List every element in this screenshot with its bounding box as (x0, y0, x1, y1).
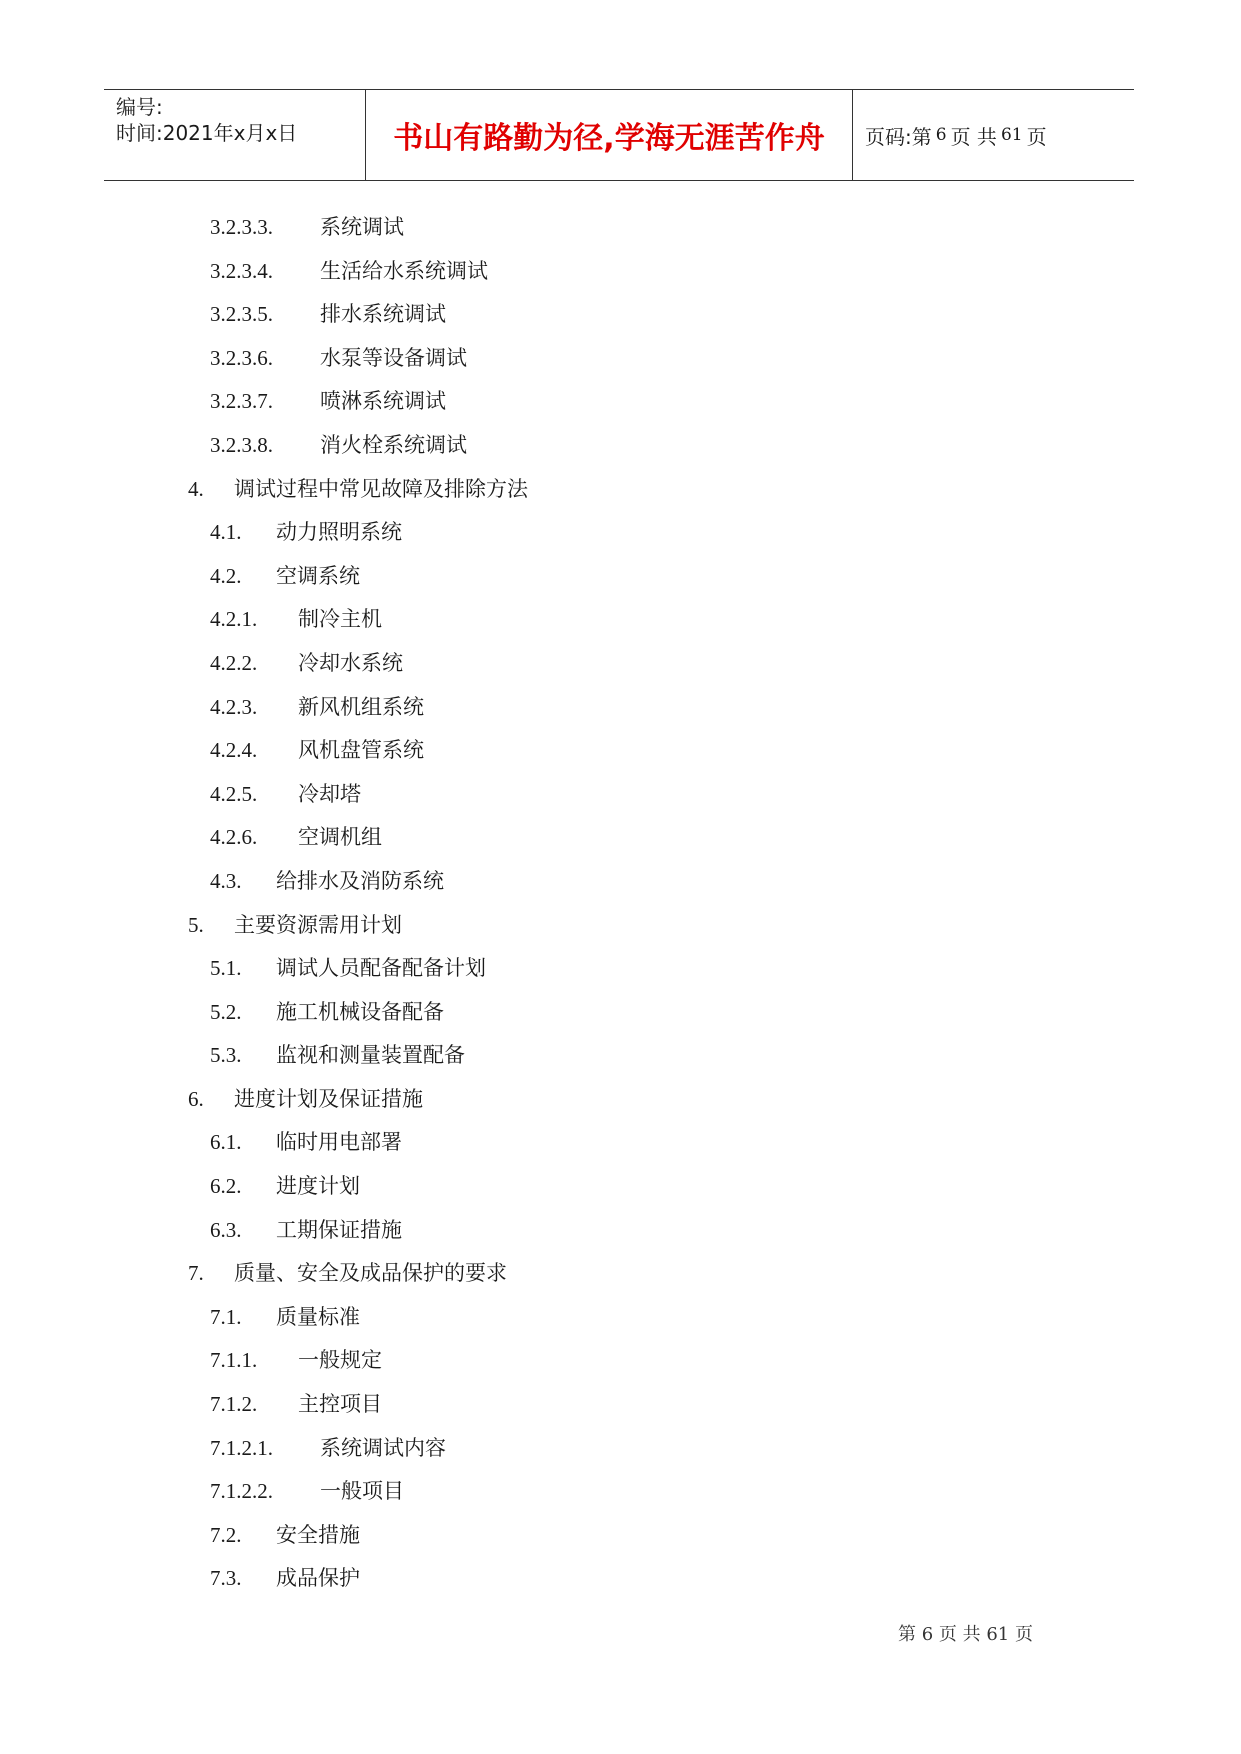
toc-entry-title: 成品保护 (276, 1566, 360, 1591)
toc-entry-title: 消火栓系统调试 (320, 432, 467, 457)
toc-entry-number: 7.1.2. (210, 1392, 258, 1417)
toc-entry-number: 3.2.3.5. (210, 302, 273, 327)
toc-entry (0, 337, 1241, 381)
toc-entry (0, 729, 1241, 773)
toc-entry-number: 7.3. (210, 1566, 242, 1591)
toc-entry (0, 642, 1241, 686)
toc-entry (0, 773, 1241, 817)
toc-entry-title: 系统调试 (320, 215, 404, 239)
page-suffix: 页 (1026, 124, 1047, 149)
toc-entry-number: 4. (188, 476, 204, 501)
toc-entry (0, 250, 1241, 294)
header-motto: 书山有路勤为径,学海无涯苦作舟 (366, 90, 853, 180)
toc-entry-number: 4.2.5. (210, 781, 258, 806)
toc-entry-title: 空调系统 (276, 563, 360, 588)
toc-entry (0, 947, 1241, 991)
toc-entry-title: 新风机组系统 (298, 694, 424, 719)
toc-entry-title: 一般项目 (320, 1479, 404, 1504)
toc-entry (0, 1209, 1241, 1253)
toc-entry (0, 991, 1241, 1035)
toc-entry-title: 安全措施 (276, 1522, 360, 1547)
toc-entry (0, 1427, 1241, 1471)
toc-entry-number: 3.2.3.6. (210, 345, 273, 370)
toc-entry-title: 进度计划及保证措施 (234, 1086, 423, 1111)
toc-entry (0, 1514, 1241, 1558)
page-footer: 第 6 页 共 61 页 (898, 1624, 1033, 1645)
toc-entry (0, 1470, 1241, 1514)
toc-entry-title: 主控项目 (298, 1392, 382, 1417)
toc-entry-title: 排水系统调试 (320, 302, 446, 327)
toc-entry (0, 293, 1241, 337)
toc-entry (0, 206, 1241, 250)
toc-entry-title: 工期保证措施 (276, 1217, 402, 1242)
header-meta (104, 90, 366, 180)
page-prefix: 页码:第 (865, 124, 932, 149)
toc-entry (0, 380, 1241, 424)
toc-entry (0, 1252, 1241, 1296)
document-time-label: 时间:2021年x月x日 (116, 121, 298, 145)
toc-entry (0, 1383, 1241, 1427)
toc-entry-number: 4.2.1. (210, 607, 258, 632)
toc-entry (0, 1121, 1241, 1165)
toc-entry-number: 5.2. (210, 999, 242, 1024)
toc-entry-number: 4.2.6. (210, 825, 258, 850)
toc-entry (0, 686, 1241, 730)
toc-entry-title: 主要资源需用计划 (234, 912, 402, 937)
toc-entry (0, 816, 1241, 860)
toc-entry (0, 1557, 1241, 1601)
toc-entry-title: 生活给水系统调试 (320, 258, 488, 283)
toc-entry-number: 7.1.2.1. (210, 1435, 273, 1460)
toc-entry-title: 给排水及消防系统 (276, 868, 444, 893)
toc-entry (0, 860, 1241, 904)
toc-entry (0, 1034, 1241, 1078)
page-mid: 页 共 (950, 124, 997, 149)
toc-entry-number: 3.2.3.7. (210, 389, 273, 414)
toc-entry-number: 7.1.1. (210, 1348, 258, 1373)
toc-entry-number: 5.1. (210, 956, 242, 981)
toc-entry-title: 质量标准 (276, 1304, 360, 1329)
toc-entry-number: 6.1. (210, 1130, 242, 1155)
toc-entry-title: 喷淋系统调试 (320, 389, 446, 414)
table-of-contents (0, 206, 1241, 1601)
toc-entry-title: 监视和测量装置配备 (276, 1043, 465, 1068)
toc-entry (0, 598, 1241, 642)
document-number-label: 编号: (116, 95, 163, 119)
toc-entry-number: 6.2. (210, 1174, 242, 1199)
toc-entry-title: 施工机械设备配备 (276, 999, 444, 1024)
toc-entry-number: 3.2.3.8. (210, 432, 273, 457)
toc-entry-number: 6.3. (210, 1217, 242, 1242)
toc-entry (0, 1165, 1241, 1209)
toc-entry (0, 1339, 1241, 1383)
toc-entry-number: 6. (188, 1086, 204, 1111)
toc-entry-number: 3.2.3.3. (210, 215, 273, 239)
toc-entry (0, 904, 1241, 948)
toc-entry-title: 调试过程中常见故障及排除方法 (234, 476, 528, 501)
toc-entry (0, 424, 1241, 468)
toc-entry-number: 5.3. (210, 1043, 242, 1068)
toc-entry-number: 3.2.3.4. (210, 258, 273, 283)
toc-entry-title: 质量、安全及成品保护的要求 (234, 1261, 507, 1286)
page-total: 61 (1000, 125, 1023, 145)
toc-entry-title: 风机盘管系统 (298, 738, 424, 763)
toc-entry-number: 4.2.2. (210, 650, 258, 675)
toc-entry-title: 临时用电部署 (276, 1130, 402, 1155)
toc-entry-number: 4.2. (210, 563, 242, 588)
toc-entry-title: 一般规定 (298, 1348, 382, 1373)
toc-entry-title: 动力照明系统 (276, 520, 402, 545)
toc-entry-title: 制冷主机 (298, 607, 382, 632)
toc-entry-number: 4.3. (210, 868, 242, 893)
toc-entry-title: 调试人员配备配备计划 (276, 956, 486, 981)
toc-entry-number: 4.2.3. (210, 694, 258, 719)
page-number: 6 (935, 125, 947, 145)
toc-entry-title: 空调机组 (298, 825, 382, 850)
toc-entry-number: 7. (188, 1261, 204, 1286)
toc-entry (0, 511, 1241, 555)
toc-entry (0, 468, 1241, 512)
toc-entry-title: 进度计划 (276, 1174, 360, 1199)
toc-entry-number: 7.1. (210, 1304, 242, 1329)
toc-entry-title: 冷却水系统 (298, 650, 403, 675)
page-header (104, 89, 1134, 181)
toc-entry-number: 7.2. (210, 1522, 242, 1547)
toc-entry-number: 4.2.4. (210, 738, 258, 763)
toc-entry (0, 555, 1241, 599)
toc-entry-title: 冷却塔 (298, 781, 361, 806)
toc-entry (0, 1296, 1241, 1340)
toc-entry (0, 1078, 1241, 1122)
toc-entry-title: 水泵等设备调试 (320, 345, 467, 370)
toc-entry-number: 5. (188, 912, 204, 937)
toc-entry-title: 系统调试内容 (320, 1435, 446, 1460)
header-page-info (853, 90, 1134, 180)
toc-entry-number: 4.1. (210, 520, 242, 545)
toc-entry-number: 7.1.2.2. (210, 1479, 273, 1504)
